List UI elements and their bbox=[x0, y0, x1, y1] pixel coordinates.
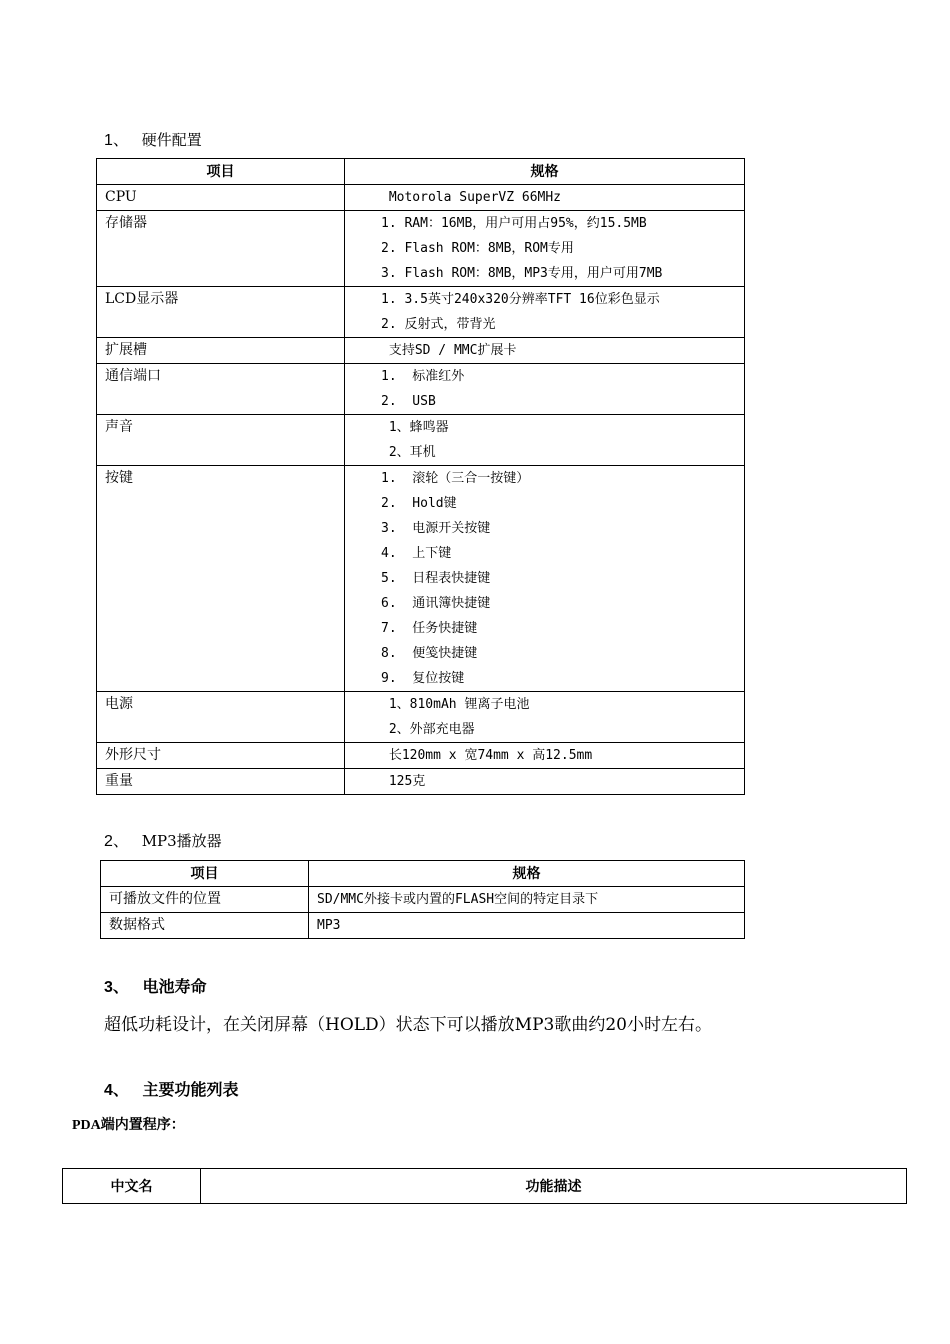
table-row bbox=[97, 185, 745, 211]
spec-line: 1. 标准红外 bbox=[381, 369, 465, 384]
section-4-heading bbox=[104, 1077, 239, 1100]
spec-line: 4. 上下键 bbox=[381, 546, 452, 561]
spec-line: Motorola SuperVZ 66MHz bbox=[381, 190, 562, 205]
table-header-row bbox=[101, 861, 745, 887]
row-spec bbox=[345, 466, 745, 692]
row-item: 电源 bbox=[97, 692, 345, 743]
header-name: 中文名 bbox=[63, 1169, 201, 1204]
row-item: 按键 bbox=[97, 466, 345, 692]
spec-line: 2. 反射式，带背光 bbox=[381, 317, 496, 332]
table-row bbox=[101, 887, 745, 913]
spec-line: 1、蜂鸣器 bbox=[381, 420, 449, 435]
table-row bbox=[97, 743, 745, 769]
spec-line: 1. 3.5英寸240x320分辨率TFT 16位彩色显示 bbox=[381, 292, 660, 307]
spec-line: 2. Flash ROM：8MB，ROM专用 bbox=[381, 241, 574, 256]
row-spec bbox=[345, 415, 745, 466]
header-spec: 规格 bbox=[345, 159, 745, 185]
spec-line: 1. 滚轮（三合一按键） bbox=[381, 471, 530, 486]
spec-line: 2. USB bbox=[381, 394, 436, 409]
table-row bbox=[97, 769, 745, 795]
spec-line: 7. 任务快捷键 bbox=[381, 621, 478, 636]
table-row bbox=[97, 466, 745, 692]
row-spec bbox=[345, 743, 745, 769]
section-3-body: 超低功耗设计，在关闭屏幕（HOLD）状态下可以播放MP3歌曲约20小时左右。 bbox=[104, 1015, 712, 1035]
spec-line: 9. 复位按键 bbox=[381, 671, 465, 686]
section-3-title: 电池寿命 bbox=[142, 977, 207, 996]
row-item: 存储器 bbox=[97, 211, 345, 287]
hardware-table bbox=[96, 158, 745, 795]
row-spec: SD/MMC外接卡或内置的FLASH空间的特定目录下 bbox=[309, 887, 745, 913]
spec-line: 2、外部充电器 bbox=[381, 722, 475, 737]
spec-line: 3. 电源开关按键 bbox=[381, 521, 491, 536]
mp3-table bbox=[100, 860, 745, 939]
spec-line: 3. Flash ROM：8MB，MP3专用，用户可用7MB bbox=[381, 266, 663, 281]
row-item: LCD显示器 bbox=[97, 287, 345, 338]
spec-line: 1、810mAh 锂离子电池 bbox=[381, 697, 530, 712]
spec-line: 支持SD / MMC扩展卡 bbox=[381, 343, 517, 358]
spec-line: 5. 日程表快捷键 bbox=[381, 571, 491, 586]
row-spec: MP3 bbox=[309, 913, 745, 939]
row-item: CPU bbox=[97, 185, 345, 211]
table-header-row bbox=[63, 1169, 907, 1204]
table-row bbox=[101, 913, 745, 939]
section-2-title: MP3播放器 bbox=[141, 832, 222, 850]
row-spec bbox=[345, 185, 745, 211]
row-spec bbox=[345, 287, 745, 338]
section-1-heading bbox=[104, 127, 202, 150]
row-item: 数据格式 bbox=[101, 913, 309, 939]
row-item: 通信端口 bbox=[97, 364, 345, 415]
row-item: 可播放文件的位置 bbox=[101, 887, 309, 913]
header-description: 功能描述 bbox=[201, 1169, 907, 1204]
section-1-number: 1、 bbox=[104, 132, 129, 149]
spec-line: 6. 通讯簿快捷键 bbox=[381, 596, 491, 611]
row-item: 声音 bbox=[97, 415, 345, 466]
section-4-subtitle: PDA端内置程序： bbox=[72, 1118, 185, 1133]
table-row bbox=[97, 692, 745, 743]
table-row bbox=[97, 364, 745, 415]
table-row bbox=[97, 211, 745, 287]
section-1-title: 硬件配置 bbox=[141, 131, 202, 149]
spec-line: 长120mm x 宽74mm x 高12.5mm bbox=[381, 748, 593, 763]
row-item: 重量 bbox=[97, 769, 345, 795]
table-row bbox=[97, 338, 745, 364]
row-spec bbox=[345, 338, 745, 364]
section-3-heading bbox=[104, 974, 207, 997]
spec-line: 8. 便笺快捷键 bbox=[381, 646, 478, 661]
spec-line: 2、耳机 bbox=[381, 445, 436, 460]
header-item: 项目 bbox=[101, 861, 309, 887]
row-item: 外形尺寸 bbox=[97, 743, 345, 769]
header-spec: 规格 bbox=[309, 861, 745, 887]
row-item: 扩展槽 bbox=[97, 338, 345, 364]
section-4-number: 4、 bbox=[104, 1082, 129, 1099]
spec-line: 125克 bbox=[381, 774, 426, 789]
spec-line: 1. RAM：16MB，用户可用占95%，约15.5MB bbox=[381, 216, 647, 231]
header-item: 项目 bbox=[97, 159, 345, 185]
function-table bbox=[62, 1168, 907, 1204]
section-4-title: 主要功能列表 bbox=[142, 1080, 239, 1099]
row-spec bbox=[345, 692, 745, 743]
section-2-heading bbox=[104, 828, 222, 851]
table-row bbox=[97, 415, 745, 466]
spec-line: 2. Hold键 bbox=[381, 496, 457, 511]
table-header-row bbox=[97, 159, 745, 185]
row-spec bbox=[345, 769, 745, 795]
row-spec bbox=[345, 364, 745, 415]
table-row bbox=[97, 287, 745, 338]
section-3-number: 3、 bbox=[104, 979, 129, 996]
row-spec bbox=[345, 211, 745, 287]
section-2-number: 2、 bbox=[104, 833, 129, 850]
